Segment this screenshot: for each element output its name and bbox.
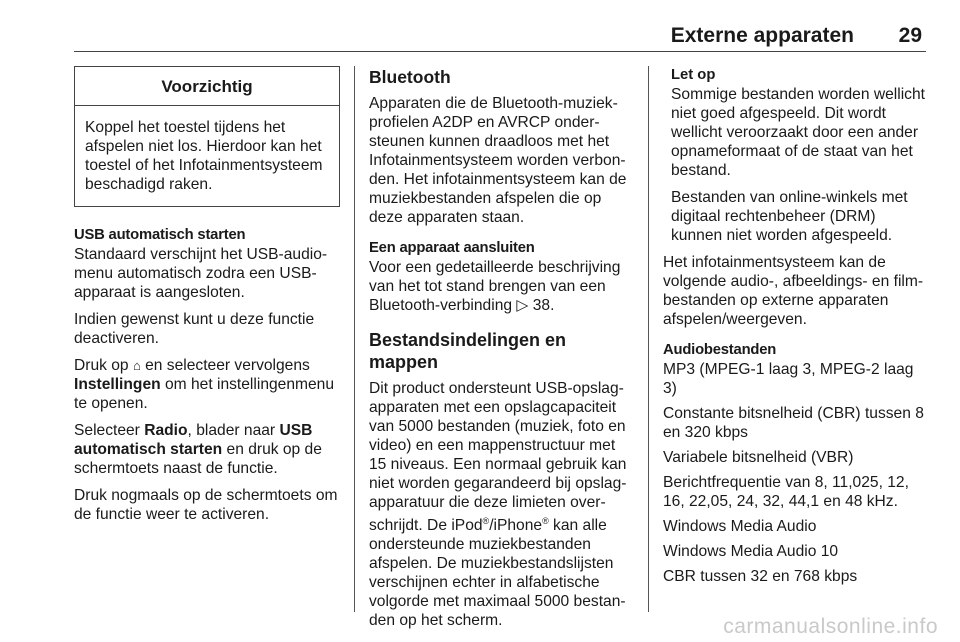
home-icon: ⌂ [132,358,141,373]
paragraph: Sommige bestanden worden wellicht niet goed afgespeeld. Dit wordt wellicht veroorzaakt door een ander opnameformaat of de staat van het bestand. [671,86,925,179]
paragraph: Apparaten die de Bluetooth-muziekprofielen A2DP en AVRCP ondersteunen kunnen draadloos met het Infotainmentsysteem worden verbonden. Het infotainmentsysteem kan de muziekbestanden afspelen die op deze apparaten staan. [369,95,627,226]
caution-title: Voorzichtig [75,67,339,106]
list-item: Windows Media Audio 10 [663,543,839,560]
note-label: Let op [671,67,716,83]
paragraph: Bestanden van online-winkels met digitaal rechtenbeheer (DRM) kunnen niet worden afgespeeld. [671,189,908,244]
column-right [663,66,929,592]
page-header [74,22,926,48]
page-number: 29 [898,24,922,47]
list-item: Berichtfrequentie van 8, 11,025, 12, 16, 22,05, 24, 32, 44,1 en 48 kHz. [663,474,909,510]
header-rule [74,51,926,52]
page-title: Externe apparaten [670,24,854,47]
column-left [74,66,340,532]
paragraph: Druk nogmaals op de schermtoets om de functie weer te activeren. [74,487,338,523]
paragraph: Dit product ondersteunt USB-opslagapparaten met een opslagcapaciteit van 5000 bestanden (muziek, foto en video) en een mappenstructuur met 15 niveaus. Een normaal gebruik kan niet worden gegarandeerd bij opslagapparatuur die deze limieten overschrijdt. De iPod®/iPhone® kan alle ondersteunde muziekbestanden afspelen. De muziekbestandslijsten verschijnen echter in alfabetische volgorde met maximaal 5000 bestanden op het scherm. [369,380,627,630]
paragraph: Druk op ⌂ en selecteer vervolgens Instellingen om het instellingenmenu te openen. [74,357,335,412]
paragraph: Indien gewenst kunt u deze functie deactiveren. [74,311,315,347]
menu-name: Radio [144,422,188,439]
column-middle [369,66,635,638]
column-divider [648,66,649,612]
section-heading-file-formats: Bestandsindelingen en mappen [369,330,567,372]
watermark: carmanualsonline.info [723,615,938,638]
section-heading-usb-autostart: USB automatisch starten [74,227,246,243]
list-item: CBR tussen 32 en 768 kbps [663,568,858,585]
section-heading-audio-files: Audiobestanden [663,342,777,358]
list-item: Constante bitsnelheid (CBR) tussen 8 en 320 kbps [663,405,924,441]
caution-text: Koppel het toestel tijdens het afspelen niet los. Hierdoor kan het toestel of het Infotainmentsysteem beschadigd raken. [85,119,323,193]
paragraph: Standaard verschijnt het USB-audiomenu automatisch zodra een USB-apparaat is aangesloten. [74,246,328,301]
section-heading-connect: Een apparaat aansluiten [369,240,535,256]
paragraph: Selecteer Radio, blader naar USB automatisch starten en druk op de schermtoets naast de functie. [74,422,322,477]
section-heading-bluetooth: Bluetooth [369,67,451,87]
paragraph: Voor een gedetailleerde beschrijving van het tot stand brengen van een Bluetooth-verbinding ▷ 38. [369,259,621,314]
list-item: Variabele bitsnelheid (VBR) [663,449,854,466]
list-item: MP3 (MPEG-1 laag 3, MPEG-2 laag 3) [663,361,914,397]
list-item: Windows Media Audio [663,518,817,535]
caution-box [74,66,340,207]
menu-name: USB automatisch starten [74,422,313,458]
page-ref-icon: ▷ [516,297,529,314]
menu-name: Instellingen [74,376,161,393]
note-block [663,66,929,245]
column-divider [354,66,355,612]
paragraph: Het infotainmentsysteem kan de volgende audio-, afbeeldings- en filmbestanden op externe apparaten afspelen/weergeven. [663,254,924,328]
page-ref: 38. [532,297,555,314]
